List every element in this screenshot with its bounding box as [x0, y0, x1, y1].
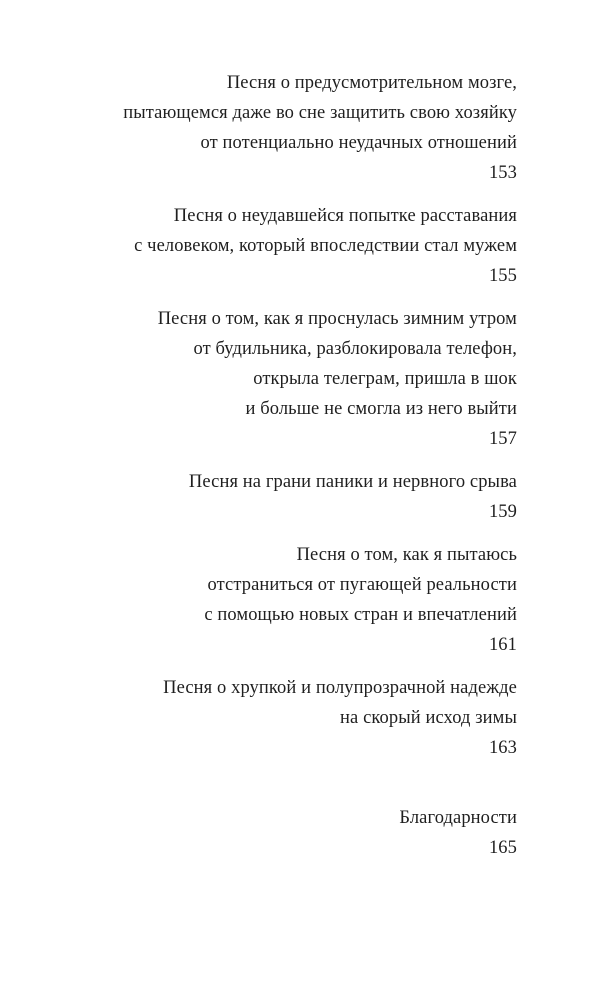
toc-entry-title-line: Песня о том, как я проснулась зимним утром: [157, 309, 517, 329]
toc-entry-title-line: пытающемся даже во сне защитить свою хозяйку: [123, 103, 517, 123]
toc-entry-page-number: 159: [488, 502, 517, 522]
toc-entry-title-line: с помощью новых стран и впечатлений: [204, 605, 517, 625]
toc-entry: [37, 673, 517, 763]
toc-entry-title-line: Песня о том, как я пытаюсь: [296, 545, 517, 565]
toc-entry: [37, 68, 517, 188]
toc-entry-title-line: Песня о предусмотрительном мозге,: [226, 73, 517, 93]
toc-entry: [37, 467, 517, 527]
table-of-contents: [37, 68, 517, 876]
toc-entry-title-line: на скорый исход зимы: [340, 708, 517, 728]
toc-entry-title-line: от потенциально неудачных отношений: [200, 133, 517, 153]
toc-entry-page-number: 153: [488, 163, 517, 183]
toc-entry-title-line: Песня о хрупкой и полупрозрачной надежде: [163, 678, 517, 698]
toc-entry-page-number: 161: [488, 635, 517, 655]
toc-entry: [37, 304, 517, 454]
toc-entry-title-line: Благодарности: [399, 808, 517, 828]
toc-entry: [37, 201, 517, 291]
toc-entry-title-line: и больше не смогла из него выйти: [245, 399, 517, 419]
toc-entry-page-number: 165: [488, 838, 517, 858]
toc-entry-page-number: 163: [488, 738, 517, 758]
toc-entry-page-number: 157: [488, 429, 517, 449]
toc-entry-title-line: Песня на грани паники и нервного срыва: [188, 472, 517, 492]
toc-entry: [37, 540, 517, 660]
toc-entry-page-number: 155: [488, 266, 517, 286]
toc-entry-acknowledgements: [37, 803, 517, 863]
toc-entry-title-line: отстраниться от пугающей реальности: [207, 575, 517, 595]
toc-entry-title-line: Песня о неудавшейся попытке расставания: [173, 206, 517, 226]
toc-entry-title-line: с человеком, который впоследствии стал мужем: [134, 236, 517, 256]
toc-entry-title-line: открыла телеграм, пришла в шок: [253, 369, 517, 389]
toc-entry-title-line: от будильника, разблокировала телефон,: [193, 339, 517, 359]
